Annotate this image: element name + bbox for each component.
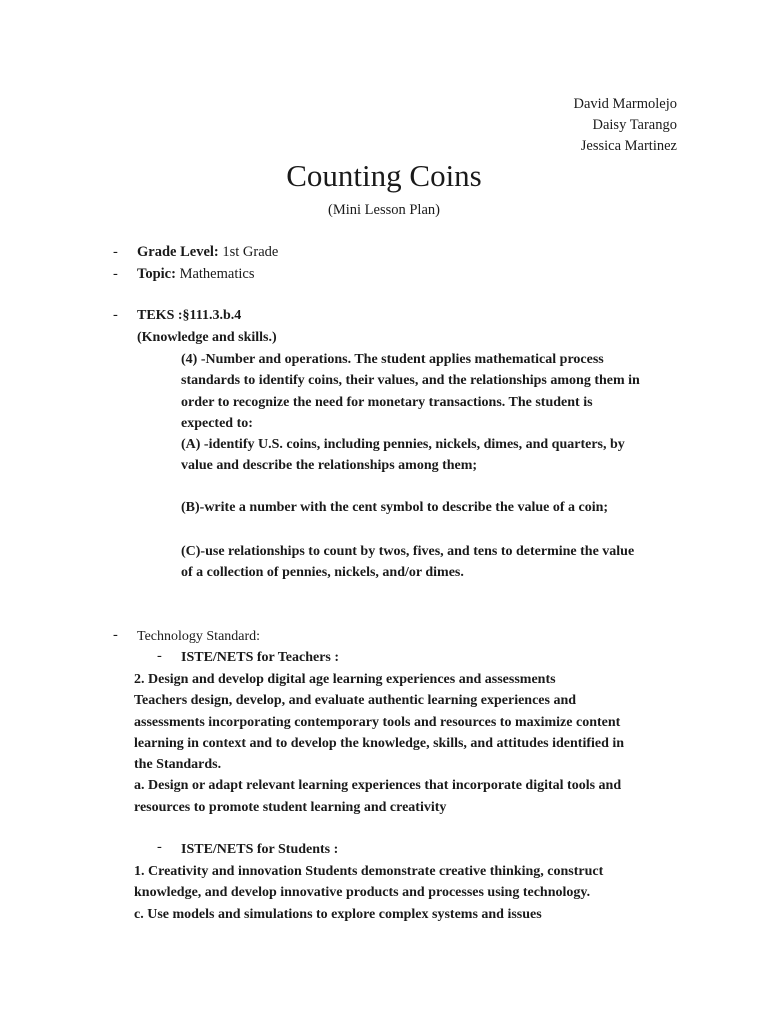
bullet-dash: -: [157, 648, 162, 664]
text-line: (A) -identify U.S. coins, including pennies, nickels, dimes, and quarters, by: [181, 437, 625, 453]
text-line: 1. Creativity and innovation Students demonstrate creative thinking, construct: [134, 864, 604, 879]
bullet-dash: -: [113, 307, 118, 323]
bullet-dash: -: [113, 266, 118, 282]
teachers-standard: [134, 669, 624, 818]
grade-level-item: [137, 244, 278, 261]
text-line: c. Use models and simulations to explore complex systems and issues: [134, 906, 542, 922]
text-line: assessments incorporating contemporary tools and resources to maximize content: [134, 714, 621, 730]
topic-item: [137, 266, 254, 283]
topic-label: Topic:: [137, 266, 176, 282]
text-line: Teachers design, develop, and evaluate authentic learning experiences and: [134, 693, 577, 709]
bullet-dash: -: [113, 627, 118, 643]
bullet-dash: -: [157, 839, 162, 855]
text-line: standards to identify coins, their values, and the relationships among them in: [181, 373, 640, 389]
document-title: Counting Coins: [286, 158, 482, 193]
author-name: David Marmolejo: [573, 96, 677, 112]
teks-item-c: [181, 541, 634, 584]
text-line: knowledge, and develop innovative products and processes using technology.: [134, 885, 591, 901]
text-line: (4) -Number and operations. The student applies mathematical process: [181, 352, 604, 367]
text-line: the Standards.: [134, 757, 222, 773]
author-name: Jessica Martinez: [580, 138, 677, 154]
text-line: resources to promote student learning and creativity: [134, 799, 447, 815]
students-heading: ISTE/NETS for Students :: [181, 842, 339, 857]
teks-item-b: (B)-write a number with the cent symbol to describe the value of a coin;: [181, 500, 609, 515]
text-line: expected to:: [181, 415, 253, 431]
teachers-heading: ISTE/NETS for Teachers :: [181, 650, 340, 665]
students-standard: [134, 861, 603, 925]
teks-heading: TEKS :§111.3.b.4: [137, 308, 242, 323]
text-line: 2. Design and develop digital age learning experiences and assessments: [134, 672, 556, 687]
text-line: a. Design or adapt relevant learning experiences that incorporate digital tools and: [134, 778, 622, 794]
text-line: of a collection of pennies, nickels, and/or dimes.: [181, 565, 464, 581]
teks-number-operations: [181, 349, 640, 477]
grade-level-value: 1st Grade: [218, 244, 279, 260]
authors-block: [574, 94, 678, 157]
text-line: learning in context and to develop the knowledge, skills, and attitudes identified in: [134, 735, 625, 751]
text-line: (C)-use relationships to count by twos, fives, and tens to determine the value: [181, 544, 635, 559]
author-name: Daisy Tarango: [592, 117, 677, 133]
teks-subheading: (Knowledge and skills.): [137, 330, 277, 345]
grade-level-label: Grade Level:: [137, 244, 219, 260]
text-line: value and describe the relationships among them;: [181, 458, 478, 474]
tech-heading: Technology Standard:: [137, 629, 261, 644]
document-subtitle: (Mini Lesson Plan): [328, 202, 440, 218]
bullet-dash: -: [113, 244, 118, 260]
topic-value: Mathematics: [175, 266, 255, 282]
text-line: order to recognize the need for monetary transactions. The student is: [181, 394, 593, 410]
